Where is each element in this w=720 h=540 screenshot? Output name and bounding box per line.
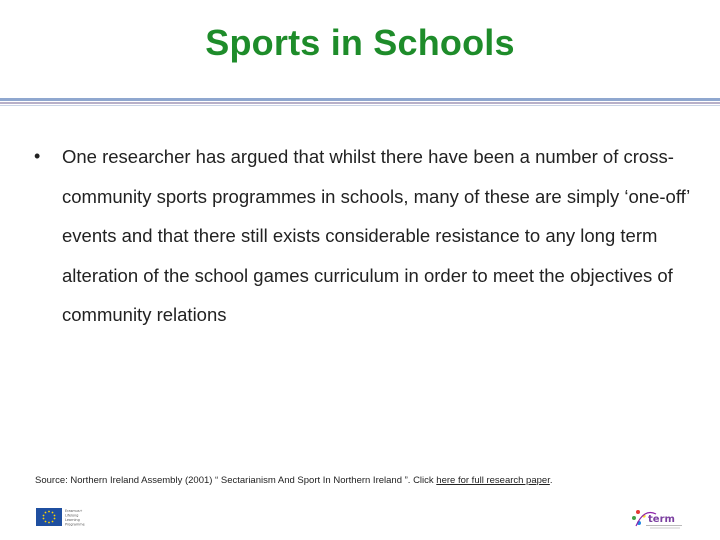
term-project-logo <box>630 506 686 530</box>
slide-title: Sports in Schools <box>205 22 515 63</box>
header-divider-top <box>0 98 720 101</box>
eu-logo-line-3: Learning <box>65 518 80 522</box>
header-divider-bottom <box>0 105 720 106</box>
eu-logo-line-2: Lifelong <box>65 513 79 518</box>
bullet-text: One researcher has argued that whilst there have been a number of cross-community sports programmes in schools, many of these are simply ‘one-off’ events and that there still exists considerable resistance to any long term alteration of the school games curriculum in order to meet the objectives of community relations <box>62 146 690 325</box>
source-citation <box>35 475 695 486</box>
header-divider-middle <box>0 102 720 104</box>
research-paper-link[interactable]: here for full research paper <box>436 475 550 486</box>
source-suffix: . <box>549 475 553 486</box>
eu-logo-line-4: Programme <box>65 522 85 527</box>
source-prefix: Source: Northern Ireland Assembly (2001) “ Sectarianism And Sport In Northern Ireland ”. Click <box>35 475 437 486</box>
eu-logo-line-1: Erasmus+ <box>65 509 83 513</box>
term-logo-text: term <box>648 514 675 525</box>
bullet-point <box>34 137 694 335</box>
eu-flag-logo <box>36 507 92 527</box>
bullet-icon: • <box>34 146 41 166</box>
